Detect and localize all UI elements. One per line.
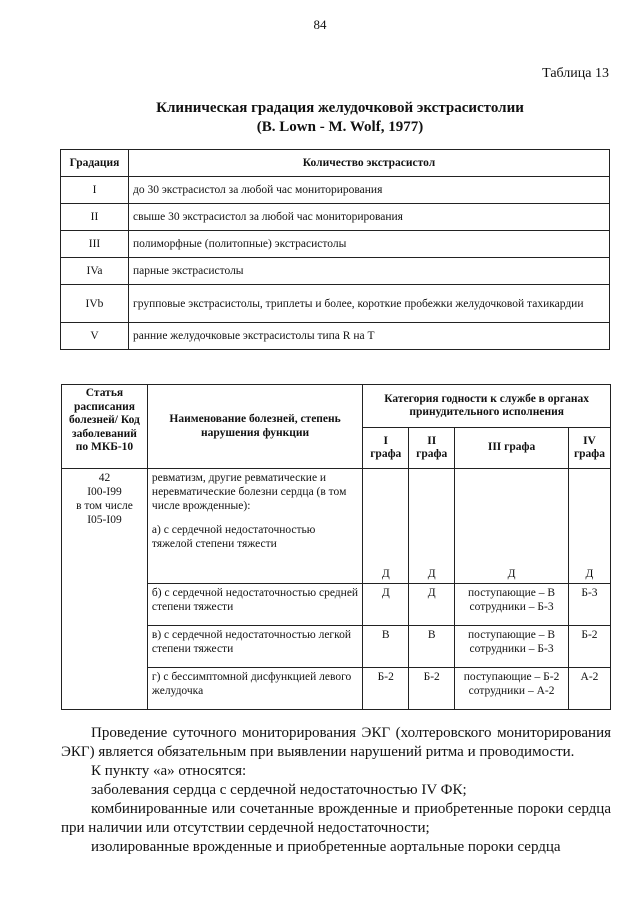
desc-cell: до 30 экстрасистол за любой час мониторирования xyxy=(129,177,610,204)
grade-cell: II xyxy=(61,204,129,231)
article-code-sub: I05-I09 xyxy=(87,514,122,526)
grade-cell: Д xyxy=(409,469,455,584)
article-cell xyxy=(62,469,148,710)
grade-cell: Д xyxy=(409,584,455,626)
desc-cell: свыше 30 экстрасистол за любой час мониторирования xyxy=(129,204,610,231)
header-col3: III графа xyxy=(455,428,569,469)
table-header-row xyxy=(61,150,610,177)
grade-cell: Б-2 xyxy=(363,668,409,710)
fitness-category-table xyxy=(61,384,611,710)
header-grade: Градация xyxy=(61,150,129,177)
body-text xyxy=(61,724,611,857)
table-heading-line2: (B. Lown - M. Wolf, 1977) xyxy=(256,119,424,135)
header-col4: IV графа xyxy=(568,428,610,469)
grade-cell: III xyxy=(61,231,129,258)
grade-cell: Б-2 xyxy=(568,626,610,668)
grade-cell: V xyxy=(61,323,129,350)
header-article: Статья расписания болезней/ Код заболеваний по МКБ-10 xyxy=(62,385,148,469)
disease-cell: в) с сердечной недостаточностью легкой степени тяжести xyxy=(147,626,362,668)
header-count: Количество экстрасистол xyxy=(129,150,610,177)
grade-cell: поступающие – В сотрудники – Б-3 xyxy=(455,584,569,626)
paragraph: комбинированные или сочетанные врожденные и приобретенные пороки сердца при наличии или отсутствии сердечной недостаточности; xyxy=(61,801,611,836)
desc-cell: полиморфные (политопные) экстрасистолы xyxy=(129,231,610,258)
grade-cell: Д xyxy=(363,584,409,626)
table-row xyxy=(61,231,610,258)
grade-cell: В xyxy=(409,626,455,668)
desc-cell: ранние желудочковые экстрасистолы типа R на T xyxy=(129,323,610,350)
paragraph: заболевания сердца с сердечной недостаточностью IV ФК; xyxy=(91,782,467,798)
disease-cell: б) с сердечной недостаточностью средней степени тяжести xyxy=(147,584,362,626)
header-col1: I графа xyxy=(363,428,409,469)
grade-cell: Д xyxy=(568,469,610,584)
grade-cell: Б-3 xyxy=(568,584,610,626)
grade-cell: В xyxy=(363,626,409,668)
disease-row-a: а) с сердечной недостаточностью тяжелой степени тяжести xyxy=(151,524,316,550)
grade-cell: поступающие – Б-2 сотрудники – А-2 xyxy=(455,668,569,710)
paragraph: К пункту «а» относятся: xyxy=(91,763,247,779)
grade-cell: IVa xyxy=(61,258,129,285)
table-row xyxy=(61,323,610,350)
article-code-note: в том числе xyxy=(76,500,133,512)
grade-cell: поступающие – В сотрудники – Б-3 xyxy=(455,626,569,668)
table-heading-line1: Клиническая градация желудочковой экстрасистолии xyxy=(156,100,524,116)
grade-cell: Д xyxy=(455,469,569,584)
table-row xyxy=(61,258,610,285)
lown-grade-table xyxy=(60,149,610,350)
page-number: 84 xyxy=(313,17,327,32)
header-col2: II графа xyxy=(409,428,455,469)
grade-cell: А-2 xyxy=(568,668,610,710)
table-row xyxy=(61,204,610,231)
table-row xyxy=(61,177,610,204)
disease-cell xyxy=(147,469,362,584)
grade-cell: I xyxy=(61,177,129,204)
article-code: I00-I99 xyxy=(87,486,122,498)
grade-cell: Б-2 xyxy=(409,668,455,710)
header-category: Категория годности к службе в органах принудительного исполнения xyxy=(363,385,611,428)
disease-intro: ревматизм, другие ревматические и неревматические болезни сердца (в том числе врожденные): xyxy=(151,472,347,512)
table-row xyxy=(61,285,610,323)
table-header-row xyxy=(62,385,611,428)
table-row xyxy=(62,469,611,584)
paragraph: Проведение суточного мониторирования ЭКГ (холтеровского мониторирования ЭКГ) является обязательным при выявлении нарушений ритма и проводимости. xyxy=(61,725,611,760)
paragraph: изолированные врожденные и приобретенные аортальные пороки сердца xyxy=(91,839,561,855)
table-label: Таблица 13 xyxy=(542,66,609,81)
desc-cell: групповые экстрасистолы, триплеты и более, короткие пробежки желудочковой тахикардии xyxy=(129,285,610,323)
disease-cell: г) с бессимптомной дисфункцией левого желудочка xyxy=(147,668,362,710)
header-disease: Наименование болезней, степень нарушения функции xyxy=(147,385,362,469)
article-number: 42 xyxy=(98,472,111,484)
grade-cell: IVb xyxy=(61,285,129,323)
desc-cell: парные экстрасистолы xyxy=(129,258,610,285)
grade-cell: Д xyxy=(363,469,409,584)
